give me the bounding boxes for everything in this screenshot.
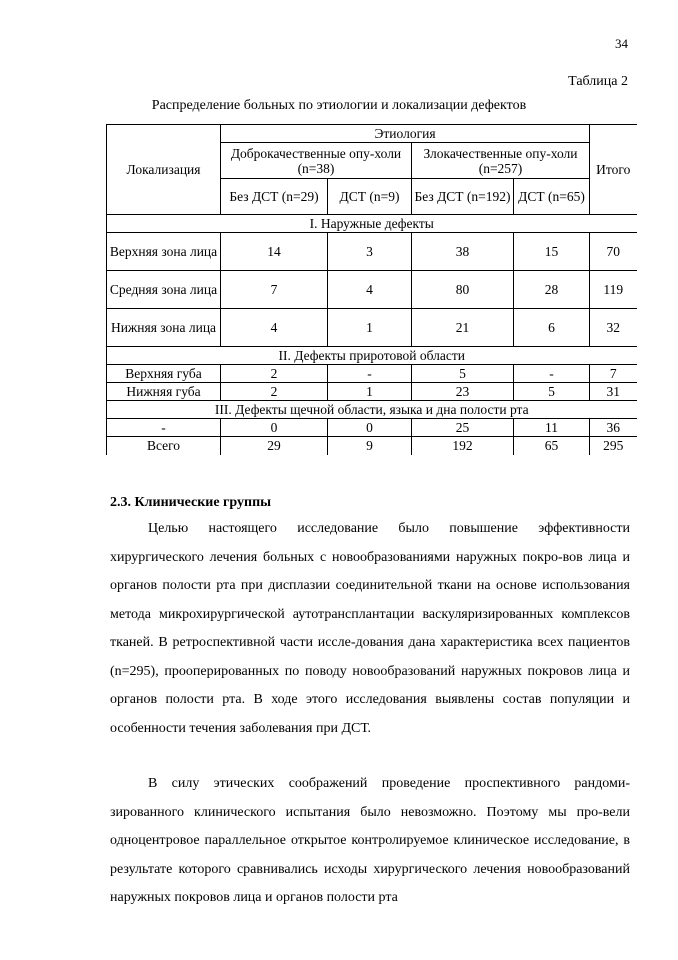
table-cell: 7 [221,271,328,309]
header-malignant-no-dst: Без ДСТ (n=192) [412,179,514,215]
section-title: II. Дефекты приротовой области [107,347,637,365]
table-cell: 31 [590,383,637,401]
table-cell: 5 [412,365,514,383]
table-cell: 25 [412,419,514,437]
table-cell: 9 [328,437,412,455]
table-label: Таблица 2 [568,74,628,89]
header-benign-dst: ДСТ (n=9) [328,179,412,215]
table-cell: - [328,365,412,383]
header-malignant: Злокачественные опу-холи (n=257) [412,143,590,179]
table-cell: 4 [328,271,412,309]
table-cell: 7 [590,365,637,383]
section-heading: 2.3. Клинические группы [110,495,272,510]
table-cell: 38 [412,233,514,271]
header-benign-no-dst: Без ДСТ (n=29) [221,179,328,215]
table-cell: - [514,365,590,383]
table-cell: 5 [514,383,590,401]
table-cell: 1 [328,383,412,401]
row-label: Нижняя зона лица [107,309,221,347]
row-label: - [107,419,221,437]
table-cell: 28 [514,271,590,309]
table-cell: 11 [514,419,590,437]
table-cell: 21 [412,309,514,347]
table-cell: 0 [221,419,328,437]
table-cell: 1 [328,309,412,347]
table-cell: 6 [514,309,590,347]
table-cell: 32 [590,309,637,347]
row-label: Верхняя зона лица [107,233,221,271]
distribution-table [106,124,637,455]
page-number: 34 [615,36,628,51]
table-cell: 4 [221,309,328,347]
table-cell: 29 [221,437,328,455]
table-cell: 119 [590,271,637,309]
section-title: I. Наружные дефекты [107,215,637,233]
header-benign: Доброкачественные опу-холи (n=38) [221,143,412,179]
row-label: Всего [107,437,221,455]
table-cell: 2 [221,365,328,383]
row-label: Нижняя губа [107,383,221,401]
table-cell: 36 [590,419,637,437]
header-etiology: Этиология [221,125,590,143]
table-cell: 14 [221,233,328,271]
table-cell: 80 [412,271,514,309]
paragraph: Целью настоящего исследование было повышение эффективности хирургического лечения больных с новообразованиями наружных покро-вов лица и органов полости рта при дисплазии соединительной ткани на основе использования метода микрохирургической аутотрансплантации васкуляризированных комплексов тканей. В ретроспективной части иссле-дования дана характеристика всех пациентов (n=295), прооперированных по поводу новообразований наружных покровов лица и органов полости рта. В ходе этого исследования выявлены состав популяции и особенности течения заболевания при ДСТ. [110,521,630,736]
header-localization: Локализация [107,125,221,215]
row-label: Верхняя губа [107,365,221,383]
table-cell: 23 [412,383,514,401]
table-cell: 192 [412,437,514,455]
table-cell: 0 [328,419,412,437]
row-label: Средняя зона лица [107,271,221,309]
paragraph: В силу этических соображений проведение проспективного рандоми-зированного клинического испытания было невозможно. Поэтому мы про-вели одноцентровое параллельное открытое контролируемое клиническое исследование, в результате которого сравнивались исходы хирургического лечения новообразований наружных покровов лица и органов полости рта [110,776,630,905]
section-title: III. Дефекты щечной области, языка и дна полости рта [107,401,637,419]
table-cell: 2 [221,383,328,401]
table-cell: 70 [590,233,637,271]
table-cell: 295 [590,437,637,455]
header-total: Итого [590,125,637,215]
table-cell: 15 [514,233,590,271]
table-cell: 65 [514,437,590,455]
table-title: Распределение больных по этиологии и локализации дефектов [151,98,527,113]
header-malignant-dst: ДСТ (n=65) [514,179,590,215]
table-cell: 3 [328,233,412,271]
